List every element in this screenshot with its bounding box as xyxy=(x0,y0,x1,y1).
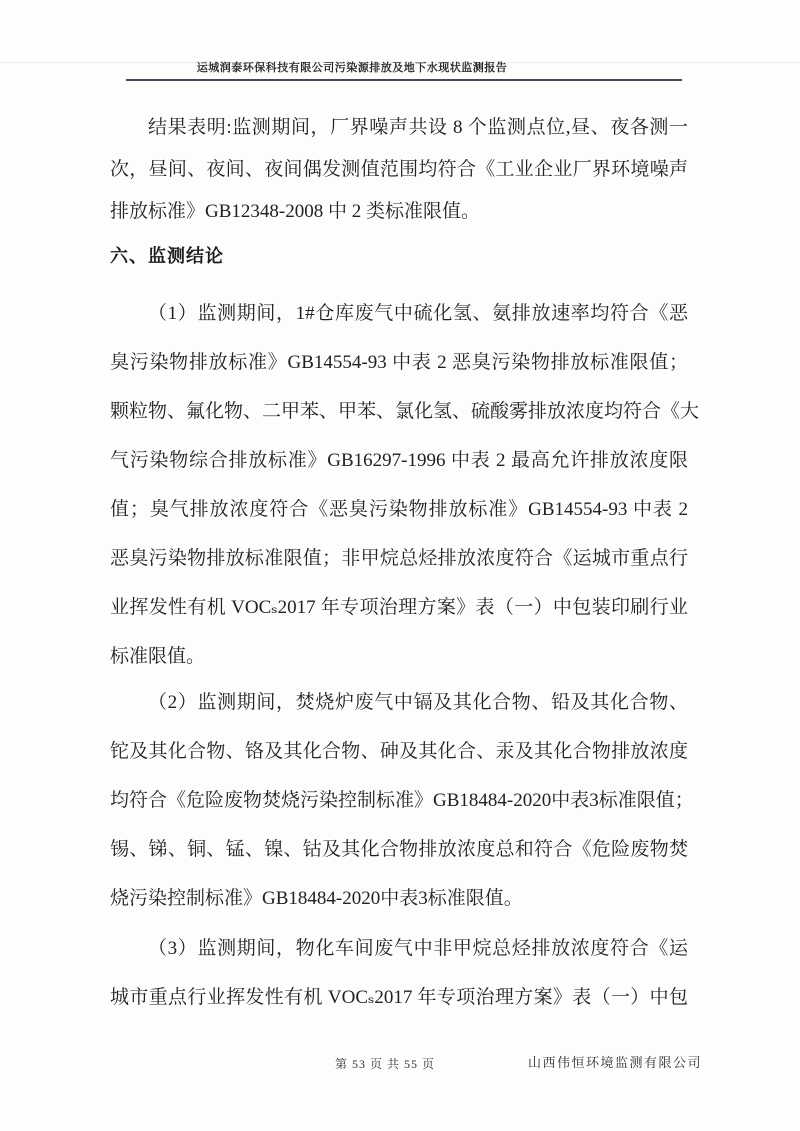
text-line: （1）监测期间，1#仓库废气中硫化氢、氨排放速率均符合《恶 xyxy=(148,303,688,324)
conclusion-paragraph-2 xyxy=(110,678,694,923)
page-header-title: 运城润泰环保科技有限公司污染源排放及地下水现状监测报告 xyxy=(196,62,508,74)
text-line: 锡、锑、铜、锰、镍、钴及其化合物排放浓度总和符合《危险废物焚 xyxy=(110,839,688,860)
text-line: （3）监测期间，物化车间废气中非甲烷总烃排放浓度符合《运 xyxy=(148,938,688,959)
text-line: 气污染物综合排放标准》GB16297-1996 中表 2 最高允许排放浓度限 xyxy=(110,450,688,471)
text-line: 值；臭气排放浓度符合《恶臭污染物排放标准》GB14554-93 中表 2 xyxy=(110,499,688,520)
text-line: 次，昼间、夜间、夜间偶发测值范围均符合《工业企业厂界环境噪声 xyxy=(110,159,688,180)
header-rule xyxy=(126,79,682,81)
footer-company-name: 山西伟恒环境监测有限公司 xyxy=(528,1055,703,1070)
text-line: 均符合《危险废物焚烧污染控制标准》GB18484-2020中表3标准限值； xyxy=(110,790,694,811)
text-line: 结果表明:监测期间，厂界噪声共设 8 个监测点位,昼、夜各测一 xyxy=(148,117,688,138)
text-line: 恶臭污染物排放标准限值；非甲烷总烃排放浓度符合《运城市重点行 xyxy=(110,548,688,569)
text-line: 颗粒物、氟化物、二甲苯、甲苯、氯化氢、硫酸雾排放浓度均符合《大 xyxy=(110,401,700,422)
section-heading-monitoring-conclusion: 六、监测结论 xyxy=(110,246,224,266)
text-line: 烧污染控制标准》GB18484-2020中表3标准限值。 xyxy=(110,888,523,909)
text-line: 铊及其化合物、铬及其化合物、砷及其化合、汞及其化合物排放浓度 xyxy=(110,741,688,762)
text-line: 城市重点行业挥发性有机 VOCₛ2017 年专项治理方案》表（一）中包 xyxy=(110,987,688,1008)
text-line: 排放标准》GB12348-2008 中 2 类标准限值。 xyxy=(110,201,480,222)
noise-result-paragraph xyxy=(110,107,688,233)
footer-page-number: 第 53 页 共 55 页 xyxy=(335,1057,436,1071)
text-line: 标准限值。 xyxy=(110,646,206,667)
conclusion-paragraph-3 xyxy=(110,924,688,1022)
text-line: 业挥发性有机 VOCₛ2017 年专项治理方案》表（一）中包装印刷行业 xyxy=(110,597,688,618)
text-line: 臭污染物排放标准》GB14554-93 中表 2 恶臭污染物排放标准限值； xyxy=(110,352,688,373)
conclusion-paragraph-1 xyxy=(110,289,700,681)
text-line: （2）监测期间，焚烧炉废气中镉及其化合物、铅及其化合物、 xyxy=(148,692,688,713)
